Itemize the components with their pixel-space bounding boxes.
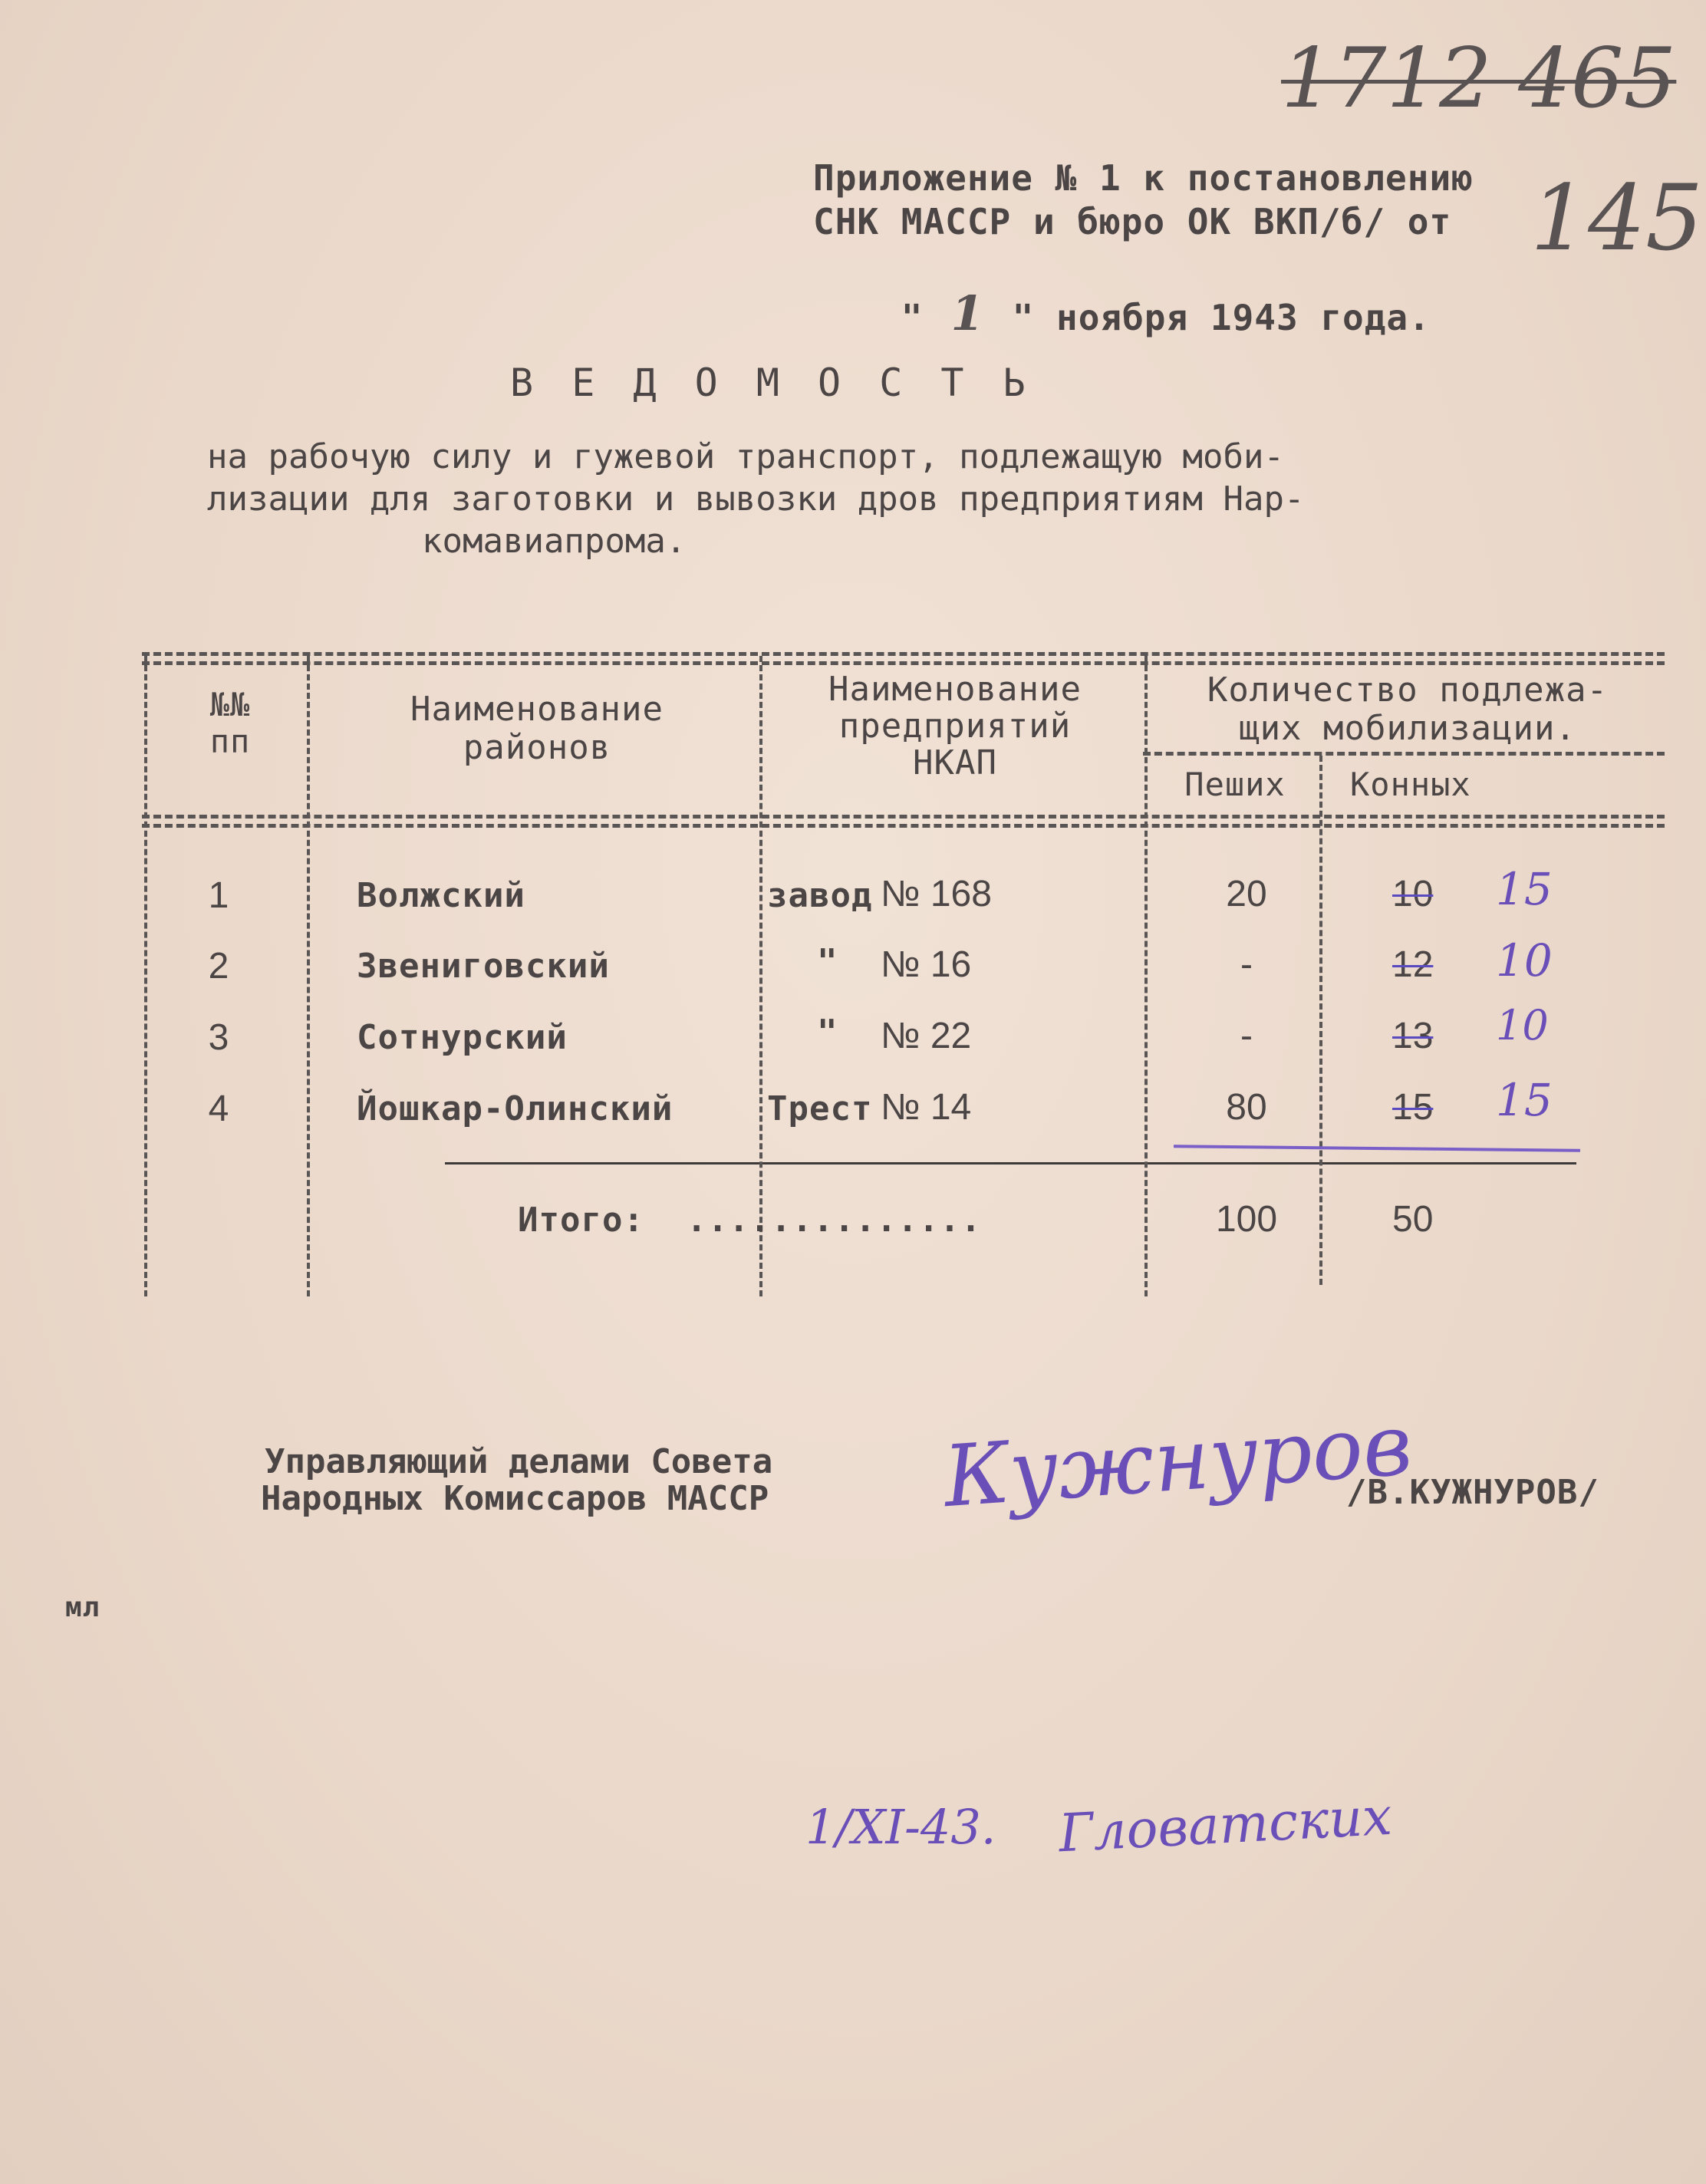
subtitle-line-2: лизации для заготовки и вывозки дров предприятиям Нар- (207, 479, 1305, 519)
col-divider-3 (1144, 656, 1148, 1296)
row-number: 4 (208, 1089, 229, 1129)
horse-count-corrected: 10 (1496, 934, 1553, 987)
typist-initials: мл (65, 1592, 100, 1623)
horse-count-corrected: 10 (1496, 1001, 1549, 1049)
header-quantity: Количество подлежа- щих мобилизации. (1207, 670, 1609, 748)
foot-count: 80 (1226, 1087, 1267, 1128)
archive-number-struck: 1712 465 (1281, 31, 1677, 127)
district-name: Волжский (357, 876, 525, 915)
row-number: 2 (208, 946, 229, 987)
total-foot: 100 (1215, 1199, 1278, 1240)
table-left-border (144, 656, 147, 1296)
enterprise-prefix: завод (767, 876, 873, 915)
appendix-line-2: СНК МАССР и бюро ОК ВКП/б/ от (813, 201, 1452, 242)
header-horse: Конных (1350, 766, 1471, 803)
subtitle-line-3: комавиапрома. (422, 522, 687, 561)
header-foot: Пеших (1184, 766, 1286, 803)
quantity-sub-rule (1143, 752, 1665, 756)
header-bottom-rule-2 (142, 824, 1665, 828)
subtitle-line-1: на рабочую силу и гужевой транспорт, подлежащую моби- (207, 437, 1284, 476)
row-number: 1 (208, 875, 229, 916)
enterprise-prefix: " (817, 1013, 838, 1052)
foot-count: 20 (1226, 874, 1267, 914)
horse-count-corrected: 15 (1496, 863, 1553, 915)
horse-count-struck: 15 (1392, 1087, 1434, 1128)
total-label: Итого: .............. (518, 1201, 982, 1240)
foot-count: - (1240, 944, 1253, 985)
header-row-number: №№ пп (209, 686, 251, 760)
row-number: 3 (208, 1017, 229, 1058)
table-top-rule (142, 652, 1665, 656)
appendix-date-rest: " ноября 1943 года. (1012, 297, 1431, 338)
enterprise-number: № 16 (881, 944, 972, 985)
total-rule (445, 1162, 1576, 1164)
signatory-title-line-2: Народных Комиссаров МАССР (261, 1479, 769, 1518)
appendix-line-1: Приложение № 1 к постановлению (813, 157, 1474, 199)
signatory-title-line-1: Управляющий делами Совета (265, 1442, 773, 1481)
header-district: Наименование районов (410, 690, 664, 767)
horse-count-corrected: 15 (1496, 1074, 1553, 1126)
document-title: В Е Д О М О С Т Ь (510, 361, 1033, 405)
enterprise-number: № 22 (881, 1016, 972, 1056)
horse-count-struck: 12 (1392, 944, 1434, 985)
enterprise-prefix: " (817, 942, 838, 981)
appendix-quote-open: " (901, 297, 924, 338)
district-name: Сотнурский (357, 1018, 568, 1057)
signatory-name: /В.КУЖНУРОВ/ (1346, 1473, 1599, 1512)
col-divider-1 (307, 656, 310, 1296)
horse-count-struck: 13 (1392, 1016, 1434, 1056)
archive-number-current: 145 (1530, 165, 1704, 271)
district-name: Звениговский (357, 947, 610, 986)
handwritten-date: 1/XI-43. (805, 1799, 996, 1855)
enterprise-number: № 14 (881, 1087, 972, 1128)
handwritten-underline (1174, 1145, 1580, 1152)
appendix-day: 1 (950, 285, 985, 341)
enterprise-prefix: Трест (767, 1089, 873, 1128)
enterprise-number: № 168 (881, 874, 992, 914)
handwritten-annotation: Гловатских (1057, 1786, 1394, 1865)
district-name: Йошкар-Олинский (357, 1089, 674, 1128)
table-top-rule-2 (142, 661, 1665, 665)
foot-count: - (1240, 1016, 1253, 1056)
handwritten-signature: Кужнуров (940, 1395, 1415, 1527)
header-bottom-rule (142, 815, 1665, 819)
horse-count-struck: 10 (1392, 874, 1434, 914)
total-horse: 50 (1392, 1199, 1434, 1240)
header-enterprise: Наименование предприятий НКАП (828, 670, 1082, 782)
